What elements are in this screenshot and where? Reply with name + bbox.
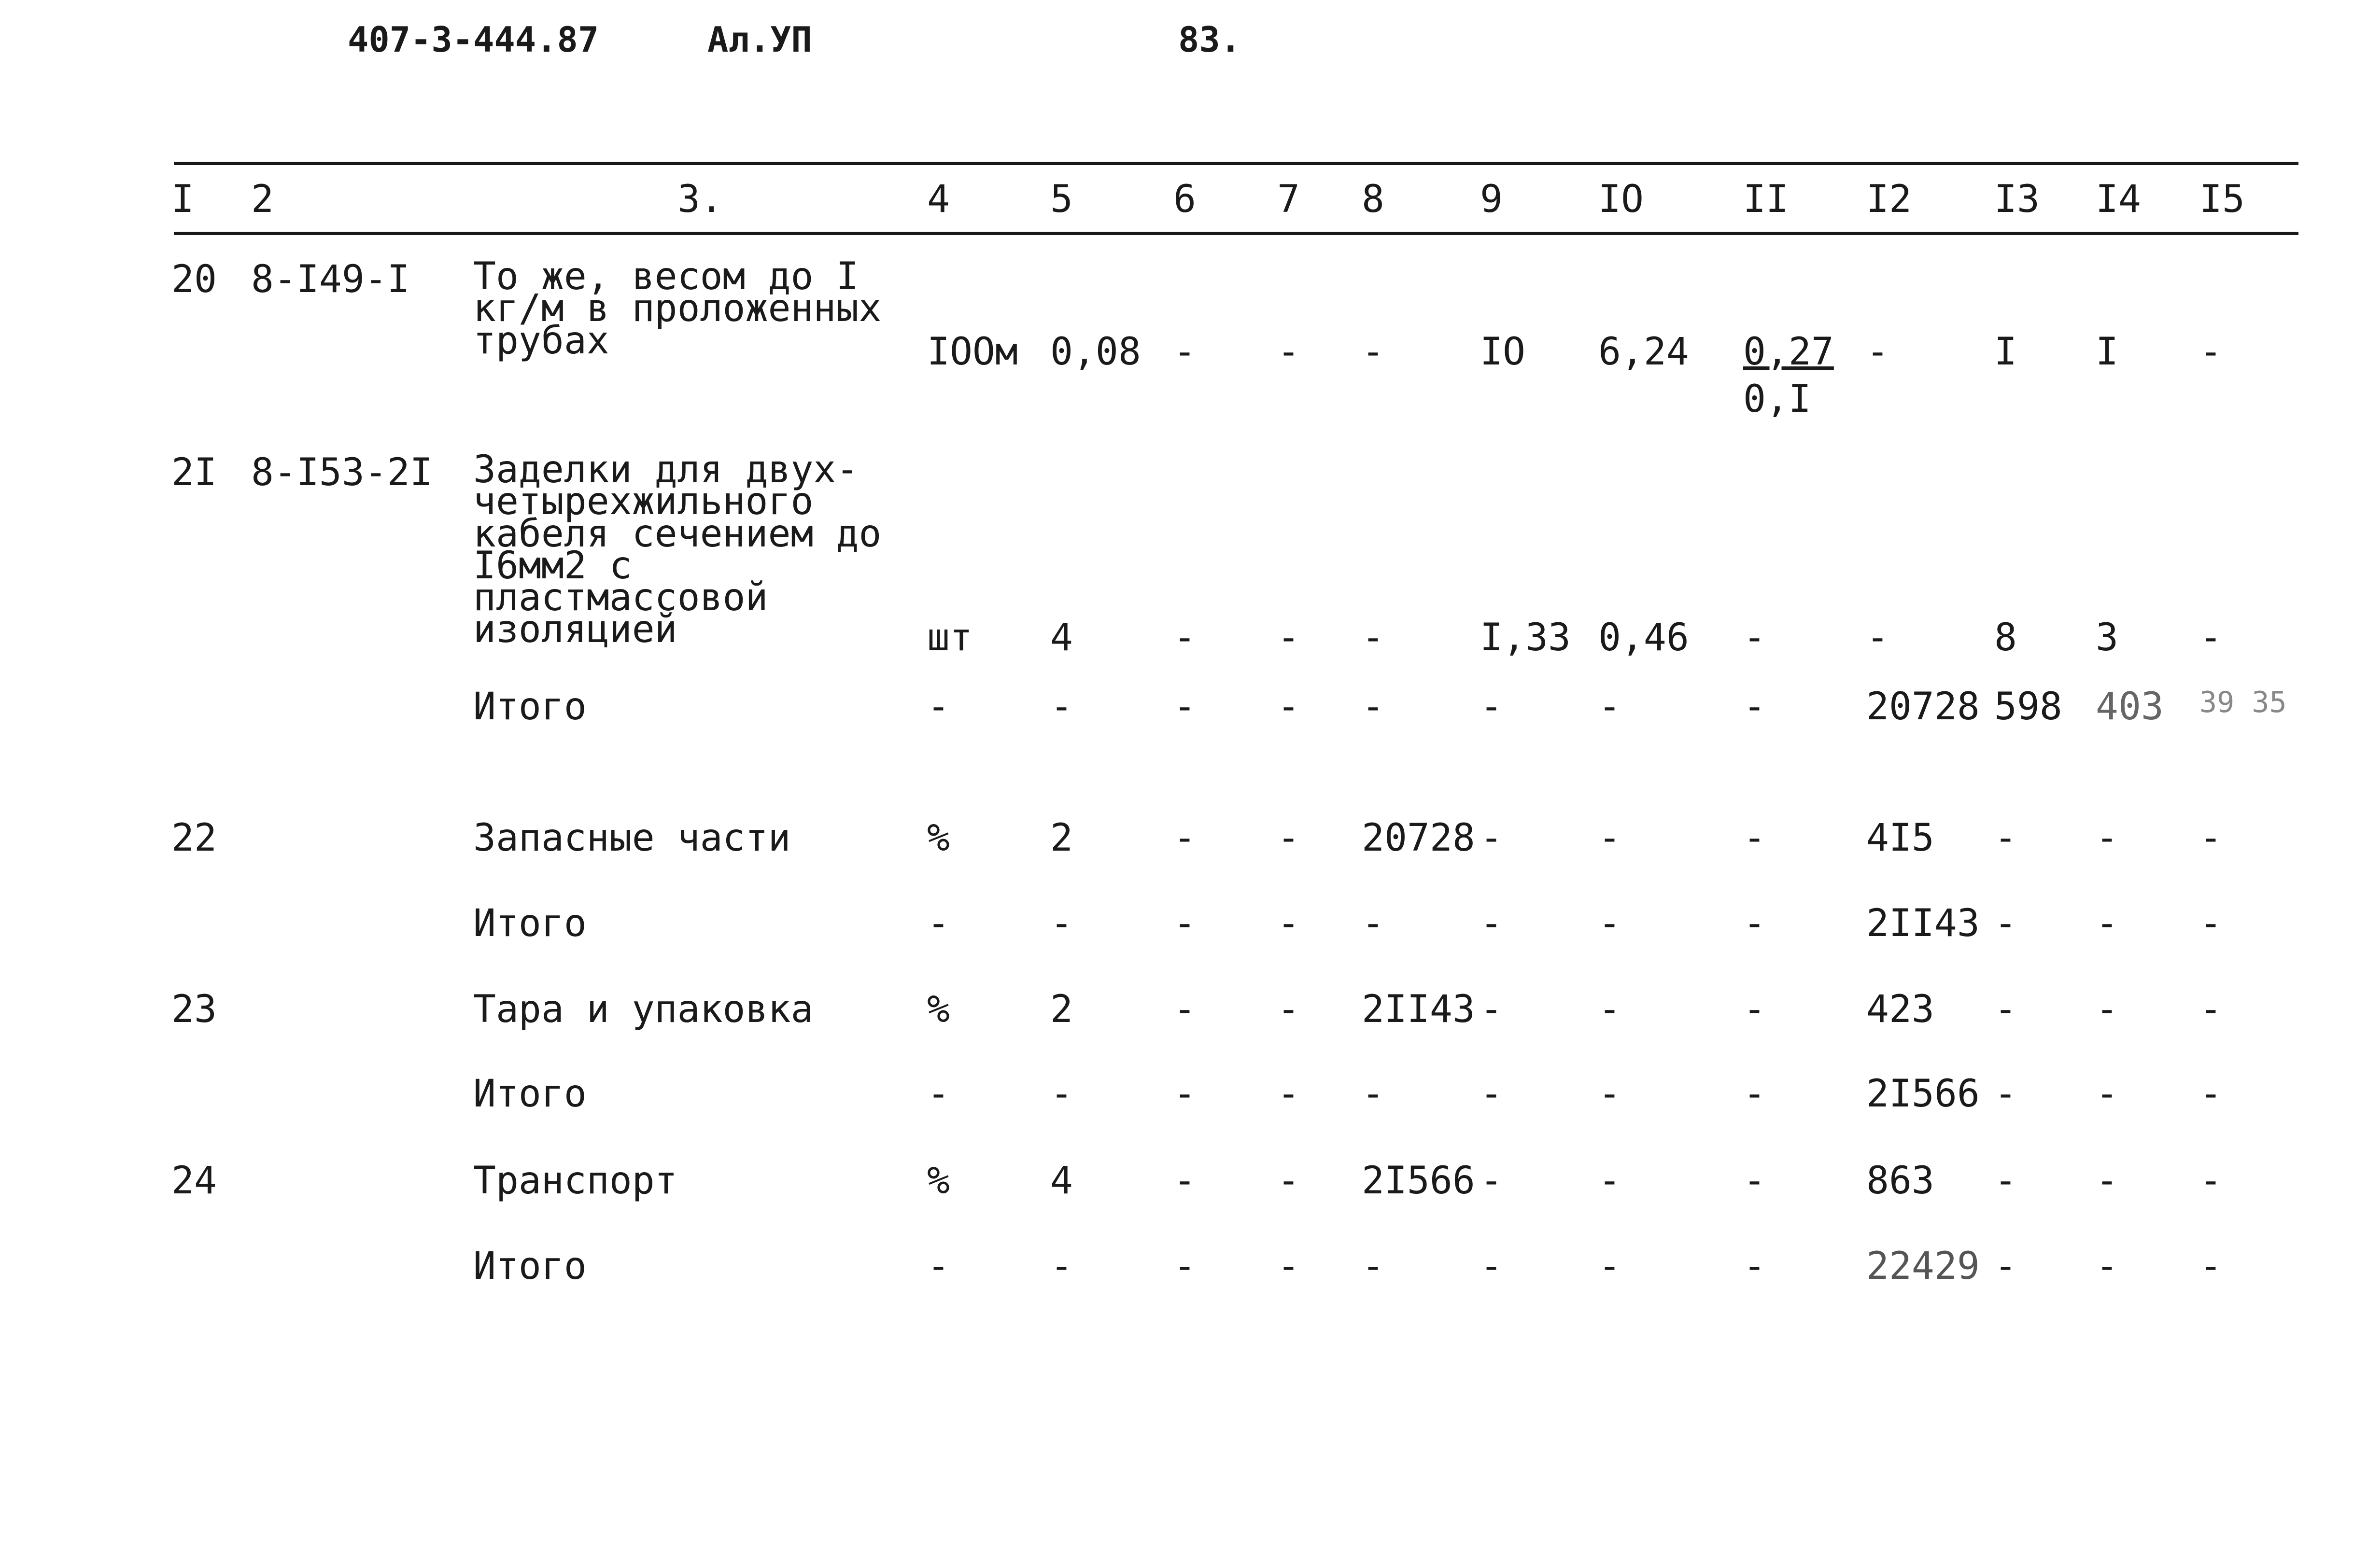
cell-col8: - <box>1362 616 1384 659</box>
cell-col10: - <box>1598 1159 1621 1203</box>
cell-col12: 423 <box>1866 988 1934 1031</box>
cell-col13: - <box>1994 902 2017 945</box>
norm-code: 8-I53-2I <box>251 451 433 494</box>
cell-col15: - <box>2199 616 2222 659</box>
cell-col11: - <box>1743 1072 1766 1116</box>
cell-col5: - <box>1050 902 1073 945</box>
unit-cell: % <box>927 1159 950 1203</box>
unit-cell: шт <box>927 616 973 659</box>
item-description: Транспорт <box>473 1159 677 1203</box>
cell-col13: 598 <box>1994 685 2062 728</box>
cell-col13: - <box>1994 1245 2017 1288</box>
cell-col5: 2 <box>1050 816 1073 860</box>
page-number: 83. <box>1178 19 1241 60</box>
cell-col11: - <box>1743 1159 1766 1203</box>
norm-code <box>251 857 473 942</box>
cell-col12: 2I566 <box>1866 1072 1980 1116</box>
cell-col12: - <box>1866 616 1889 659</box>
cell-col5: - <box>1050 685 1073 728</box>
cell-col10: - <box>1598 1072 1621 1116</box>
cell-col11: - <box>1743 988 1766 1031</box>
cell-col7: - <box>1277 816 1300 860</box>
cell-col8: 2I566 <box>1362 1159 1475 1203</box>
col-header-11: II <box>1743 177 1789 221</box>
cell-col12: - <box>1866 330 1889 374</box>
cell-col9: - <box>1480 685 1503 728</box>
norm-code <box>251 1200 473 1285</box>
cell-col14: 403 <box>2096 685 2164 728</box>
cell-col5: - <box>1050 1072 1073 1116</box>
document-code: 407-3-444.87 <box>348 19 599 60</box>
cell-col12: 863 <box>1866 1159 1934 1203</box>
item-description: Заделки для двух-четырехжильного кабеля сечением до I6мм2 с пластмассовой изоляцией <box>473 448 882 652</box>
cell-col15: - <box>2199 902 2222 945</box>
col-header-13: I3 <box>1994 177 2040 221</box>
cell-col6: - <box>1173 1159 1196 1203</box>
item-description: Тара и упаковка <box>473 988 814 1031</box>
norm-code <box>251 772 473 857</box>
table-top-rule <box>174 162 2298 165</box>
col-header-5: 5 <box>1050 177 1073 221</box>
total-row <box>171 1200 2306 1285</box>
cell-col13: - <box>1994 1159 2017 1203</box>
cell-col6: - <box>1173 1245 1196 1288</box>
cell-col8: 20728 <box>1362 816 1475 860</box>
cell-col7: - <box>1277 902 1300 945</box>
cell-col15: - <box>2199 1072 2222 1116</box>
col-header-4: 4 <box>927 177 950 221</box>
unit-cell: IOOм <box>927 330 1018 374</box>
cell-col11: - <box>1743 902 1766 945</box>
cell-col11-lower: 0,I <box>1743 378 1811 421</box>
cell-col5: - <box>1050 1245 1073 1288</box>
cell-col5: 2 <box>1050 988 1073 1031</box>
cell-col10: - <box>1598 902 1621 945</box>
cell-col12: 2II43 <box>1866 902 1980 945</box>
cell-col11: - <box>1743 1245 1766 1288</box>
cell-col9: - <box>1480 1072 1503 1116</box>
col-header-12: I2 <box>1866 177 1912 221</box>
cell-col14: - <box>2096 988 2118 1031</box>
cell-col8: - <box>1362 1245 1384 1288</box>
cell-col7: - <box>1277 1072 1300 1116</box>
cell-col6: - <box>1173 816 1196 860</box>
cell-col12: 20728 <box>1866 685 1980 728</box>
cell-col9: I,33 <box>1480 616 1571 659</box>
cell-col11: - <box>1743 616 1766 659</box>
norm-code <box>251 1028 473 1113</box>
item-description: Итого <box>473 1245 587 1288</box>
cell-col6: - <box>1173 330 1196 374</box>
total-row <box>171 1028 2306 1113</box>
cell-col12: 22429 <box>1866 1245 1980 1288</box>
row-number <box>171 857 251 942</box>
cell-col6: - <box>1173 1072 1196 1116</box>
row-number: 24 <box>171 1159 217 1203</box>
cell-col15: - <box>2199 1245 2222 1288</box>
cell-col7: - <box>1277 330 1300 374</box>
table-row <box>171 1113 2306 1200</box>
total-row <box>171 857 2306 942</box>
row-number: 20 <box>171 258 217 301</box>
unit-cell: - <box>927 1245 950 1288</box>
norm-code <box>251 942 473 1028</box>
cell-col13: 8 <box>1994 616 2017 659</box>
unit-cell: % <box>927 816 950 860</box>
unit-cell: % <box>927 988 950 1031</box>
cell-col9: - <box>1480 1245 1503 1288</box>
cell-col11 <box>1743 232 1866 434</box>
cell-col9: - <box>1480 902 1503 945</box>
cell-col14: - <box>2096 1159 2118 1203</box>
unit-cell: - <box>927 902 950 945</box>
cell-col14: I <box>2096 330 2118 374</box>
row-number: 22 <box>171 816 217 860</box>
cell-col14: 3 <box>2096 616 2118 659</box>
cell-col8: 2II43 <box>1362 988 1475 1031</box>
row-number <box>171 1200 251 1285</box>
col-header-10: IO <box>1598 177 1644 221</box>
unit-cell: - <box>927 685 950 728</box>
cell-col9: - <box>1480 988 1503 1031</box>
row-number <box>171 1028 251 1113</box>
cell-col13: - <box>1994 816 2017 860</box>
cell-col12: 4I5 <box>1866 816 1934 860</box>
cell-col14: - <box>2096 816 2118 860</box>
cell-col7: - <box>1277 685 1300 728</box>
cell-col5: 0,08 <box>1050 330 1141 374</box>
cell-col7: - <box>1277 1245 1300 1288</box>
col-header-2: 2 <box>251 177 274 221</box>
cell-col8: - <box>1362 685 1384 728</box>
table-row <box>171 232 2306 434</box>
cell-col6: - <box>1173 902 1196 945</box>
cell-col9: IO <box>1480 330 1525 374</box>
col-header-1: I <box>171 177 194 221</box>
item-description: Итого <box>473 685 587 728</box>
specification-table <box>171 167 2306 1288</box>
cell-col5: 4 <box>1050 1159 1073 1203</box>
cell-col6: - <box>1173 616 1196 659</box>
cell-col8: - <box>1362 1072 1384 1116</box>
cell-col7: - <box>1277 616 1300 659</box>
cell-col13: I <box>1994 330 2017 374</box>
cell-col10: - <box>1598 1245 1621 1288</box>
cell-col14: - <box>2096 902 2118 945</box>
cell-col7: - <box>1277 988 1300 1031</box>
cell-col13: - <box>1994 988 2017 1031</box>
item-description: Итого <box>473 1072 587 1116</box>
row-number: 2I <box>171 451 217 494</box>
cell-col14: - <box>2096 1245 2118 1288</box>
cell-col10: - <box>1598 988 1621 1031</box>
cell-col13: - <box>1994 1072 2017 1116</box>
cell-col10: 6,24 <box>1598 330 1689 374</box>
total-row <box>171 661 2306 772</box>
table-row <box>171 772 2306 857</box>
col-header-14: I4 <box>2096 177 2141 221</box>
item-description: То же, весом до I кг/м в проложенных трубах <box>473 255 882 363</box>
album-number: Ал.УП <box>707 19 812 60</box>
col-header-6: 6 <box>1173 177 1196 221</box>
col-header-7: 7 <box>1277 177 1300 221</box>
cell-col9: - <box>1480 1159 1503 1203</box>
cell-col10: - <box>1598 816 1621 860</box>
column-number-row <box>171 167 2306 232</box>
cell-col6: - <box>1173 685 1196 728</box>
cell-col15: - <box>2199 816 2222 860</box>
item-description: Запасные части <box>473 816 791 860</box>
cell-col11: - <box>1743 685 1766 728</box>
cell-col15: 39 35 <box>2199 686 2287 719</box>
unit-cell: - <box>927 1072 950 1116</box>
cell-col11-upper: 0,27 <box>1743 330 1834 374</box>
cell-col15: - <box>2199 330 2222 374</box>
table-row <box>171 434 2306 661</box>
norm-code: 8-I49-I <box>251 258 410 301</box>
cell-col14: - <box>2096 1072 2118 1116</box>
cell-col11: - <box>1743 816 1766 860</box>
cell-col9: - <box>1480 816 1503 860</box>
cell-col8: - <box>1362 330 1384 374</box>
cell-col10: - <box>1598 685 1621 728</box>
cell-col8: - <box>1362 902 1384 945</box>
col-header-8: 8 <box>1362 177 1384 221</box>
col-header-3: 3. <box>677 177 723 221</box>
norm-code <box>251 661 473 772</box>
col-header-15: I5 <box>2199 177 2245 221</box>
item-description: Итого <box>473 902 587 945</box>
cell-col6: - <box>1173 988 1196 1031</box>
norm-code <box>251 1113 473 1200</box>
cell-col10: 0,46 <box>1598 616 1689 659</box>
cell-col5: 4 <box>1050 616 1073 659</box>
col-header-9: 9 <box>1480 177 1503 221</box>
cell-col7: - <box>1277 1159 1300 1203</box>
table-row <box>171 942 2306 1028</box>
cell-col15: - <box>2199 1159 2222 1203</box>
row-number: 23 <box>171 988 217 1031</box>
cell-col15: - <box>2199 988 2222 1031</box>
row-number <box>171 661 251 772</box>
